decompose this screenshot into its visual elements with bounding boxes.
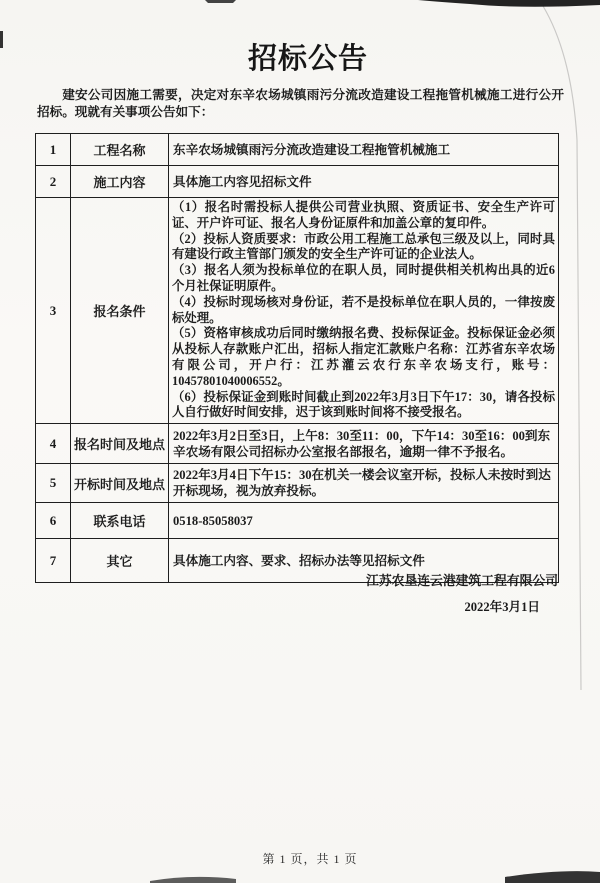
table-row-construction-content <box>36 166 559 198</box>
scan-mark-top-dash <box>205 0 236 3</box>
row-label: 联系电话 <box>71 503 169 539</box>
table-row-contact-phone <box>36 503 559 539</box>
page-number: 第 1 页，共 1 页 <box>262 852 358 866</box>
intro-paragraph: 建安公司因施工需要，决定对东辛农场城镇雨污分流改造建设工程拖管机械施工进行公开招标。现就有关事项公告如下： <box>37 88 564 119</box>
condition-item: （4）投标时现场核对身份证，若不是投标单位在职人员的，一律按废标处理。 <box>172 294 555 325</box>
page-footer <box>0 850 600 867</box>
row-number: 1 <box>36 134 71 166</box>
table-row-bid-opening-time-place <box>36 464 559 503</box>
table-row-registration-time-place <box>36 424 559 464</box>
condition-item: （5）资格审核成功后同时缴纳报名费、投标保证金。投标保证金必须从投标人存款账户汇出，招标人指定汇款账户名称：江苏省东辛农场有限公司，开户行：江苏灌云农行东辛农场支行，账号：10457801040006552。 <box>172 326 555 388</box>
condition-item: （6）投标保证金到账时间截止到2022年3月3日下午17：30，请各投标人自行做好时间安排，迟于该到账时间将不接受报名。 <box>172 389 555 420</box>
row-label: 开标时间及地点 <box>71 464 169 503</box>
table-row-registration-conditions <box>36 198 559 424</box>
row-content <box>169 198 559 424</box>
scan-mark-bottom-right <box>505 871 600 883</box>
row-content: 0518-85058037 <box>169 503 559 539</box>
row-number: 7 <box>36 539 71 583</box>
scan-mark-bottom-left <box>150 877 236 883</box>
row-number: 5 <box>36 464 71 503</box>
row-content: 具体施工内容见招标文件 <box>169 166 559 198</box>
signature-company: 江苏农垦连云港建筑工程有限公司 <box>366 574 558 588</box>
row-number: 3 <box>36 198 71 424</box>
row-label: 施工内容 <box>71 166 169 198</box>
condition-item: （1）报名时需投标人提供公司营业执照、资质证书、安全生产许可证、开户许可证、报名人身份证原件和加盖公章的复印件。 <box>172 200 555 230</box>
table-row-project-name <box>36 134 559 166</box>
signature-date: 2022年3月1日 <box>464 600 540 614</box>
row-number: 6 <box>36 503 71 539</box>
condition-item: （2）投标人资质要求：市政公用工程施工总承包三级及以上，同时具有建设行政主管部门颁发的安全生产许可证的企业法人。 <box>172 231 555 262</box>
row-label: 其它 <box>71 539 169 583</box>
row-content: 2022年3月2日至3日，上午8：30至11：00，下午14：30至16：00到东辛农场有限公司招标办公室报名部报名，逾期一律不予报名。 <box>169 424 559 464</box>
row-number: 4 <box>36 424 71 464</box>
row-label: 工程名称 <box>71 134 169 166</box>
document-title: 招标公告 <box>247 43 368 75</box>
row-content: 2022年3月4日下午15：30在机关一楼会议室开标，投标人未按时到达开标现场，视为放弃投标。 <box>169 464 559 503</box>
condition-item: （3）报名人须为投标单位的在职人员，同时提供相关机构出具的近6个月社保证明原件。 <box>172 263 555 293</box>
row-content: 东辛农场城镇雨污分流改造建设工程拖管机械施工 <box>169 134 559 166</box>
row-number: 2 <box>36 166 71 198</box>
row-content: 具体施工内容、要求、招标办法等见招标文件 <box>169 539 559 583</box>
row-label: 报名条件 <box>71 198 169 424</box>
row-label: 报名时间及地点 <box>71 424 169 464</box>
announcement-table <box>35 133 559 583</box>
scan-mark-top-right <box>418 0 600 7</box>
